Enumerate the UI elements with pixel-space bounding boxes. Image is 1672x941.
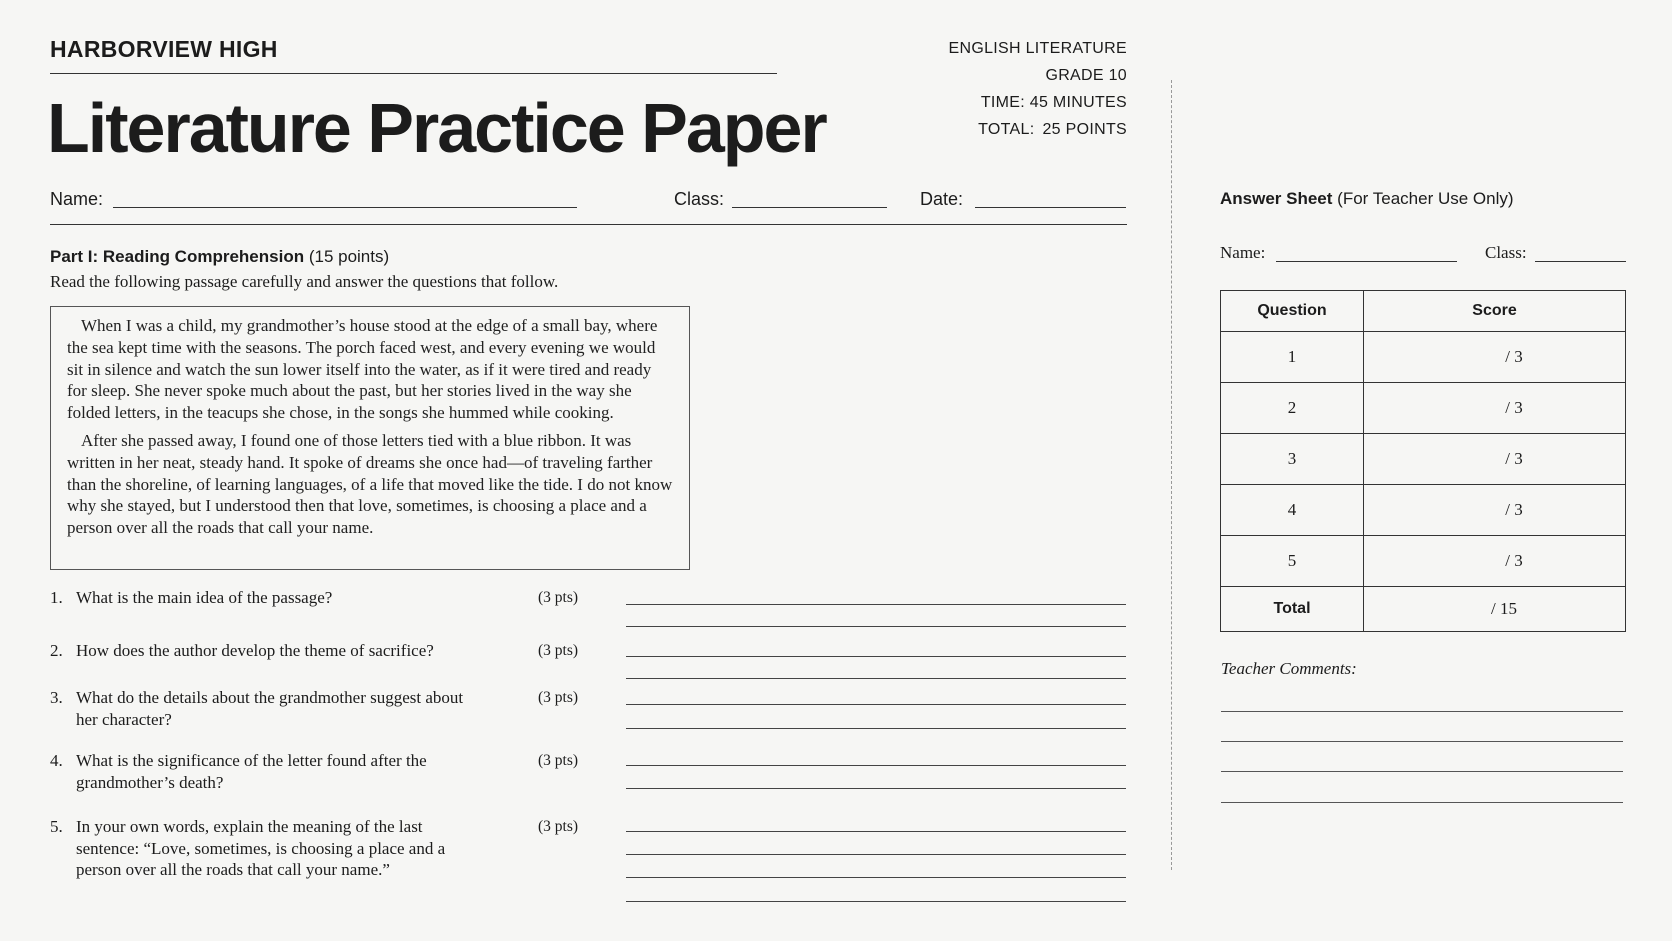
score-cell[interactable]: / 3 xyxy=(1364,434,1626,485)
comment-line-4[interactable] xyxy=(1221,802,1623,803)
question-1-points: (3 pts) xyxy=(538,589,579,606)
part-title: Part I: Reading Comprehension xyxy=(50,247,305,266)
total-label-cell: Total xyxy=(1221,587,1364,632)
time-label: TIME: 45 MINUTES xyxy=(980,94,1127,111)
question-number: 4. xyxy=(50,751,63,770)
question-3 xyxy=(50,687,520,730)
table-row xyxy=(1221,383,1626,434)
passage-paragraph-2: After she passed away, I found one of those letters tied with a blue ribbon. It was written in her neat, steady hand. It spoke of dreams she once had—of traveling farther than the shoreline, of learning languages, of a life that moved like the tide. I do not know why she stayed, but I understood then that love, sometimes, is choosing a place and a person over all the roads that call your name. xyxy=(67,430,673,538)
score-cell[interactable]: / 3 xyxy=(1364,536,1626,587)
answer-line-3a[interactable] xyxy=(626,704,1126,705)
answer-sheet-class-field[interactable] xyxy=(1535,261,1626,262)
question-number: 2. xyxy=(50,641,63,660)
grade-label: GRADE 10 xyxy=(1045,67,1127,84)
score-table xyxy=(1220,290,1626,632)
part-heading xyxy=(50,247,389,267)
total-label: TOTAL: xyxy=(978,121,1035,138)
answer-sheet-heading: Answer Sheet xyxy=(1220,189,1333,208)
answer-line-1a[interactable] xyxy=(626,604,1126,605)
answer-line-1b[interactable] xyxy=(626,626,1126,627)
table-row xyxy=(1221,332,1626,383)
score-cell[interactable]: / 3 xyxy=(1364,485,1626,536)
total-score-cell[interactable]: / 15 xyxy=(1364,587,1626,632)
teacher-comments-label: Teacher Comments: xyxy=(1221,659,1357,678)
score-cell[interactable]: / 3 xyxy=(1364,332,1626,383)
score-cell[interactable]: / 3 xyxy=(1364,383,1626,434)
answer-line-4b[interactable] xyxy=(626,788,1126,789)
date-field-label: Date: xyxy=(920,189,964,209)
table-row xyxy=(1221,434,1626,485)
answer-line-3b[interactable] xyxy=(626,728,1126,729)
reading-passage xyxy=(50,306,690,570)
table-row xyxy=(1221,536,1626,587)
total-value: 25 POINTS xyxy=(1042,121,1127,138)
name-field-label: Name: xyxy=(50,189,104,209)
answer-line-2a[interactable] xyxy=(626,656,1126,657)
question-2 xyxy=(50,640,520,662)
question-cell: 2 xyxy=(1221,383,1364,434)
name-field[interactable] xyxy=(113,207,577,208)
question-number: 5. xyxy=(50,817,63,836)
answer-sheet-title xyxy=(1220,189,1514,209)
column-header-score: Score xyxy=(1364,291,1626,332)
total-row xyxy=(1221,587,1626,632)
question-cell: 3 xyxy=(1221,434,1364,485)
answer-line-2b[interactable] xyxy=(626,678,1126,679)
class-field[interactable] xyxy=(732,207,887,208)
answer-line-5a[interactable] xyxy=(626,831,1126,832)
subject-label: ENGLISH LITERATURE xyxy=(948,40,1127,57)
question-cell: 4 xyxy=(1221,485,1364,536)
question-text: What do the details about the grandmother suggest about her character? xyxy=(76,688,464,729)
question-5-points: (3 pts) xyxy=(538,818,579,835)
part-instruction: Read the following passage carefully and answer the questions that follow. xyxy=(50,272,559,291)
table-row xyxy=(1221,485,1626,536)
question-4-points: (3 pts) xyxy=(538,752,579,769)
question-5 xyxy=(50,816,520,881)
answer-sheet-subtitle: (For Teacher Use Only) xyxy=(1337,189,1514,208)
comment-line-2[interactable] xyxy=(1221,741,1623,742)
cut-line-divider xyxy=(1171,80,1172,870)
answer-line-5c[interactable] xyxy=(626,877,1126,878)
page-title: Literature Practice Paper xyxy=(47,89,826,167)
question-text: What is the main idea of the passage? xyxy=(76,588,333,607)
answer-sheet-name-field[interactable] xyxy=(1276,261,1457,262)
comment-line-3[interactable] xyxy=(1221,771,1623,772)
question-text: In your own words, explain the meaning of the last sentence: “Love, sometimes, is choosing a place and a person over all the roads that call your name.” xyxy=(76,817,446,879)
question-3-points: (3 pts) xyxy=(538,689,579,706)
question-text: What is the significance of the letter found after the grandmother’s death? xyxy=(76,751,427,792)
part-points: (15 points) xyxy=(308,247,390,266)
question-4 xyxy=(50,750,520,793)
answer-sheet-name-label: Name: xyxy=(1220,243,1266,262)
question-text: How does the author develop the theme of sacrifice? xyxy=(76,641,434,660)
comment-line-1[interactable] xyxy=(1221,711,1623,712)
school-name-rule xyxy=(50,73,777,74)
column-header-question: Question xyxy=(1221,291,1364,332)
question-cell: 5 xyxy=(1221,536,1364,587)
question-1 xyxy=(50,587,520,609)
answer-line-5b[interactable] xyxy=(626,854,1126,855)
question-number: 1. xyxy=(50,588,63,607)
class-field-label: Class: xyxy=(674,189,725,209)
question-number: 3. xyxy=(50,688,63,707)
passage-paragraph-1: When I was a child, my grandmother’s house stood at the edge of a small bay, where the sea kept time with the seasons. The porch faced west, and every evening we would sit in silence and watch the sun lower itself into the water, as if it were tired and ready for sleep. She never spoke much about the past, but her stories lived in the way she folded letters, in the teacups she chose, in the songs she hummed while cooking. xyxy=(67,316,658,423)
answer-line-5d[interactable] xyxy=(626,901,1126,902)
answer-line-4a[interactable] xyxy=(626,765,1126,766)
school-name: HARBORVIEW HIGH xyxy=(50,36,278,62)
question-2-points: (3 pts) xyxy=(538,642,579,659)
header-rule xyxy=(50,224,1127,225)
total-points-label xyxy=(978,121,1127,139)
answer-sheet-class-label: Class: xyxy=(1485,243,1527,262)
score-table-header xyxy=(1221,291,1626,332)
date-field[interactable] xyxy=(975,207,1126,208)
question-cell: 1 xyxy=(1221,332,1364,383)
